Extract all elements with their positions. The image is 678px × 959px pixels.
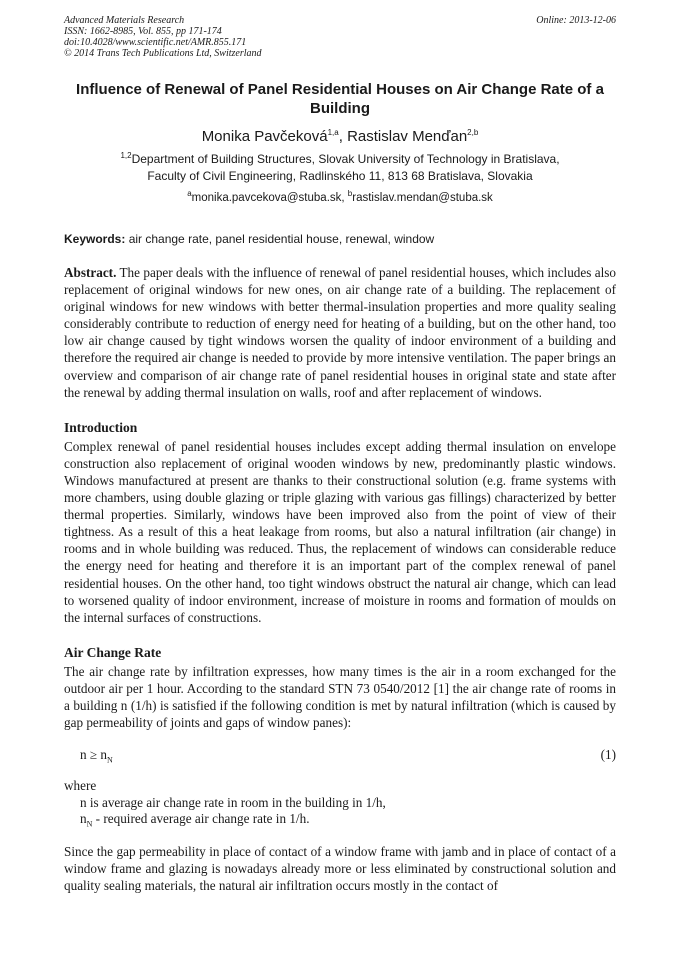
air-change-text: The air change rate by infiltration expresses, how many times is the air in a room exchanged for the outdoor air per 1 hour. According to the standard STN 73 0540/2012 [1] the air change rate of rooms in a building n (1/h) is satisfied if the following condition is met by natural infiltration (which is caused by gap permeability of joints and gaps of window panes): — [64, 663, 616, 731]
definition-2-sub: N — [86, 819, 93, 829]
author-list — [64, 128, 616, 146]
email-a: monika.pavcekova@stuba.sk, — [191, 192, 348, 204]
author-2-sup: 2,b — [467, 128, 479, 137]
keywords — [64, 232, 616, 247]
journal-doi: doi:10.4028/www.scientific.net/AMR.855.171 — [64, 37, 247, 48]
definition-1: n is average air change rate in room in the building in 1/h, — [80, 794, 386, 810]
journal-name: Advanced Materials Research — [64, 15, 185, 26]
equation-lhs: n ≥ n — [80, 747, 108, 763]
author-1-name: Monika Pavčeková — [201, 128, 328, 145]
author-emails — [64, 191, 616, 206]
where-label: where — [64, 778, 97, 794]
author-2-name: Rastislav Menďan — [347, 128, 468, 145]
email-b: rastislav.mendan@stuba.sk — [352, 192, 493, 204]
keywords-text: air change rate, panel residential house, renewal, window — [125, 232, 435, 246]
definition-2 — [64, 811, 616, 828]
equation-sub: N — [107, 755, 113, 765]
online-date: Online: 2013-12-06 — [536, 15, 616, 26]
equation-number: (1) — [600, 747, 616, 763]
journal-header — [64, 15, 616, 59]
abstract-label: Abstract. — [64, 265, 117, 280]
email-a-sup: a — [187, 189, 192, 199]
air-change-heading: Air Change Rate — [64, 644, 162, 660]
keywords-label: Keywords: — [64, 232, 126, 246]
paper-page — [64, 15, 616, 894]
paper-title: Influence of Renewal of Panel Residential Houses on Air Change Rate of a Building — [76, 81, 604, 117]
equation-1 — [64, 746, 616, 763]
affiliation-line-1: Department of Building Structures, Slovak University of Technology in Bratislava, — [131, 152, 560, 166]
abstract-text: The paper deals with the influence of renewal of panel residential houses, which includes also replacement of original windows for new ones, on air change rate of a building. The replacement of original windows for new windows with better thermal-insulation properties and more quality sealing considerably contribute to reduction of energy need for heating of a building, but on the other hand, too low air change caused by tight windows worsen the quality of indoor environment of a building and therefore the required air change is needed to provide by more intensive ventilation. The paper brings an overview and comparison of air change rate of panel residential houses in original state and state after the renewal by adding thermal insulation on walls, roof and after replacement of windows. — [64, 265, 616, 400]
definition-2-text: - required average air change rate in 1/h. — [92, 811, 310, 827]
introduction-heading: Introduction — [64, 419, 138, 435]
final-paragraph: Since the gap permeability in place of contact of a window frame with jamb and in place of contact of a window frame and glazing is nowadays already more or less eliminated by constructional solution and quality sealing materials, the natural air infiltration occurs mostly in the contact of — [64, 843, 616, 893]
abstract — [64, 264, 616, 401]
journal-issn: ISSN: 1662-8985, Vol. 855, pp 171-174 — [64, 26, 222, 37]
affiliation-sup: 1,2 — [120, 151, 132, 160]
journal-copyright: © 2014 Trans Tech Publications Ltd, Switzerland — [64, 48, 262, 59]
affiliation — [64, 151, 616, 185]
author-1-sup: 1,a — [327, 128, 339, 137]
email-b-sup: b — [347, 189, 353, 199]
affiliation-line-2: Faculty of Civil Engineering, Radlinského 11, 813 68 Bratislava, Slovakia — [147, 169, 533, 183]
author-separator: , — [338, 128, 348, 145]
where-block — [64, 778, 616, 828]
definition-2-var: n — [80, 811, 87, 827]
introduction-text: Complex renewal of panel residential houses includes except adding thermal insulation on envelope construction also replacement of original wooden windows by new, predominantly plastic windows. Windows manufactured at present are thanks to their constructional solution (e.g. frame systems with more chambers, using double glazing or triple glazing with various gas fillings) characterized by better thermal properties. Similarly, windows have been improved also from the point of view of their tightness. As a result of this a heat leakage from rooms, but also a natural infiltration (air change) in rooms and in whole building was reduced. Thus, the replacement of windows can considerable reduce the energy need for heating and therefore it is an important part of the complex renewal of panel residential houses. On the other hand, too tight windows obstruct the natural air change, which can lead to worsened quality of indoor environment, increase of moisture in rooms and formation of moulds on the internal surfaces of constructions. — [64, 438, 616, 625]
